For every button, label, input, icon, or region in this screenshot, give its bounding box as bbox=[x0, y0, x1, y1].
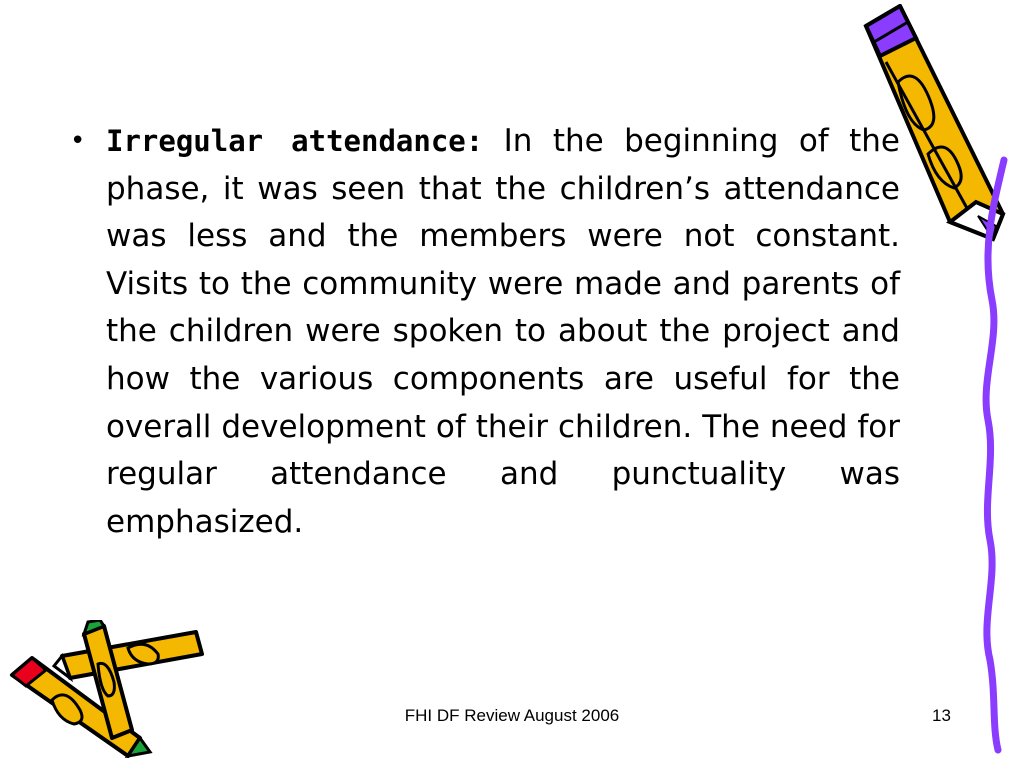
purple-squiggle-line-icon bbox=[962, 150, 1022, 760]
bullet-paragraph bbox=[106, 118, 900, 546]
slide-body bbox=[64, 118, 900, 546]
bullet-marker: • bbox=[70, 126, 86, 156]
slide-number: 13 bbox=[932, 706, 951, 725]
crossed-pencils-clipart-icon bbox=[0, 620, 210, 760]
bullet-item bbox=[64, 118, 900, 546]
bullet-term: Irregular attendance: bbox=[106, 124, 484, 158]
bullet-body-text: In the beginning of the phase, it was seen that the children’s attendance was less and the members were not constant. Visits to the community were made and parents of the children were spoken to about the project and how the various components are useful for the overall development of their children. The need for regular attendance and punctuality was emphasized. bbox=[106, 123, 900, 540]
slide-footer: FHI DF Review August 2006 bbox=[404, 706, 620, 725]
